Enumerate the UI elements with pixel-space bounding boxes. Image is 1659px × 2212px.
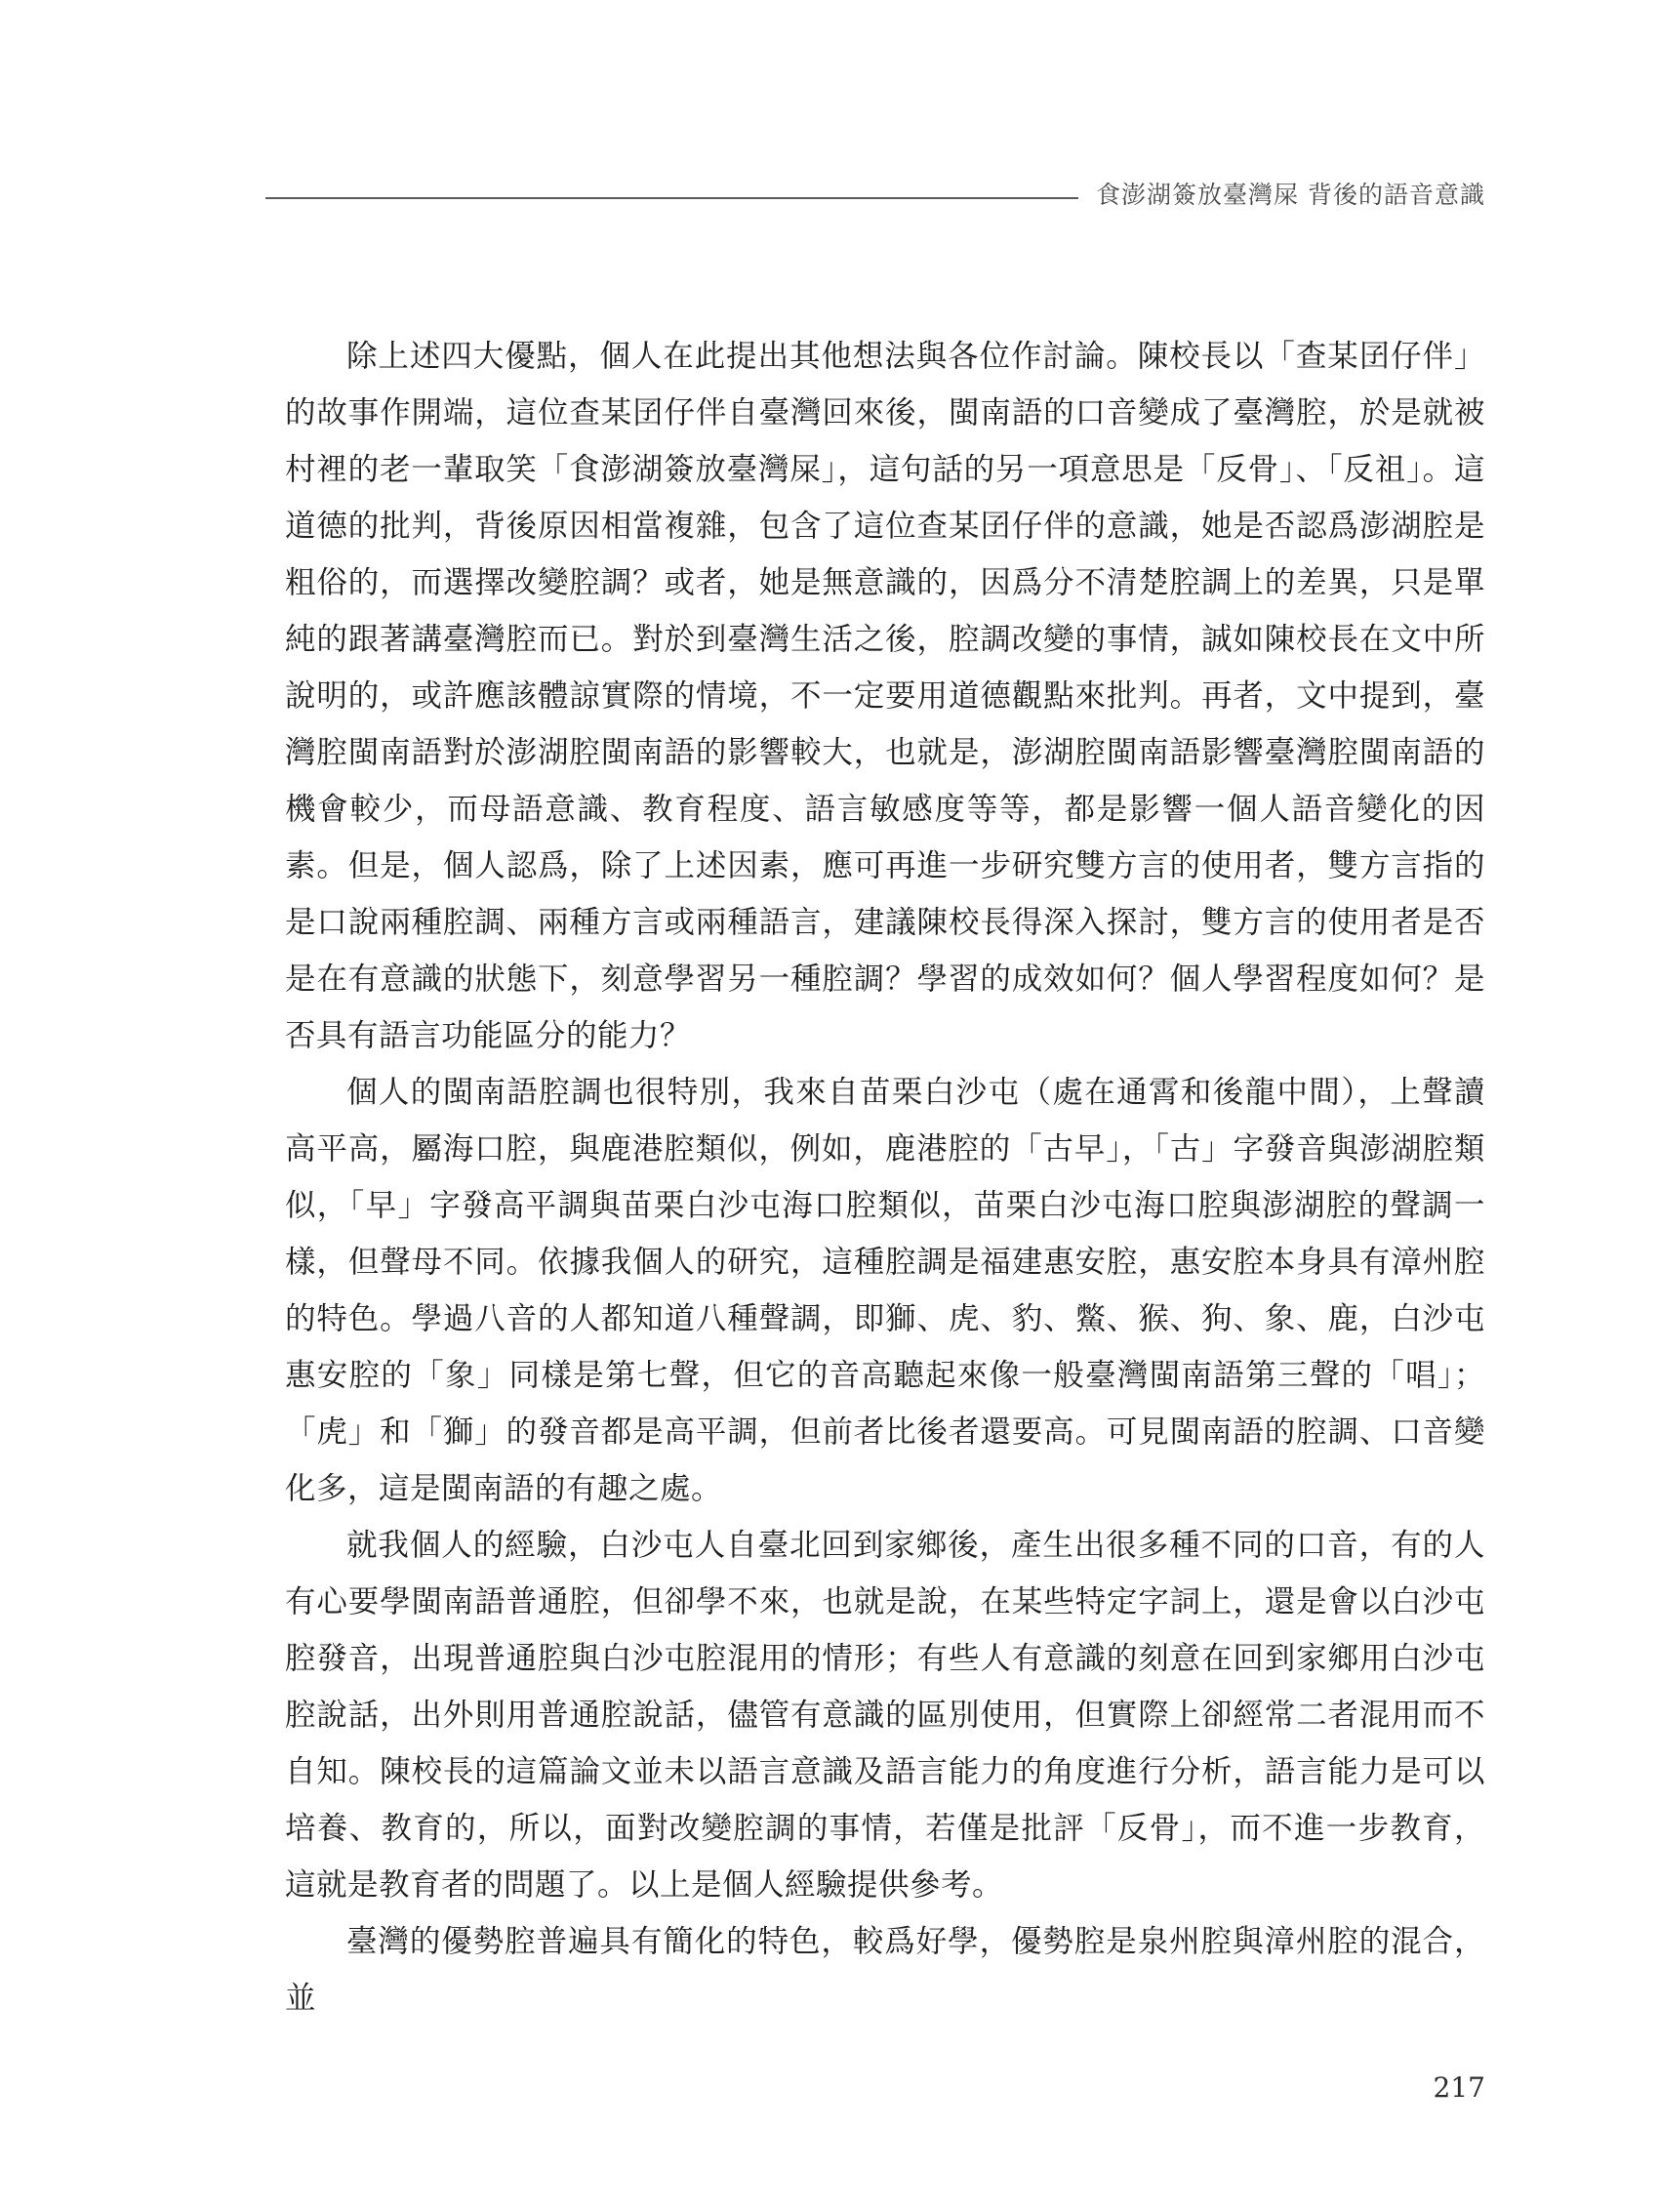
- header-rule: [265, 197, 1078, 199]
- paragraph-2: 個人的閩南語腔調也很特別，我來自苗栗白沙屯（處在通霄和後龍中間），上聲讀高平高，屬海口腔，與鹿港腔類似，例如，鹿港腔的「古早」，「古」字發音與澎湖腔類似，「早」字發高平調與苗栗白沙屯海口腔類似，苗栗白沙屯海口腔與澎湖腔的聲調一樣，但聲母不同。依據我個人的研究，這種腔調是福建惠安腔，惠安腔本身具有漳州腔的特色。學過八音的人都知道八種聲調，即獅、虎、豹、鱉、猴、狗、象、鹿，白沙屯惠安腔的「象」同樣是第七聲，但它的音高聽起來像一般臺灣閩南語第三聲的「唱」；「虎」和「獅」的發音都是高平調，但前者比後者還要高。可見閩南語的腔調、口音變化多，這是閩南語的有趣之處。: [285, 1075, 1485, 1506]
- paragraph-1: 除上述四大優點，個人在此提出其他想法與各位作討論。陳校長以「查某囝仔伴」的故事作開端，這位查某囝仔伴自臺灣回來後，閩南語的口音變成了臺灣腔，於是就被村裡的老一輩取笑「食澎湖簽放臺灣屎」，這句話的另一項意思是「反骨」、「反祖」。這道德的批判，背後原因相當複雜，包含了這位查某囝仔伴的意識，她是否認爲澎湖腔是粗俗的，而選擇改變腔調？或者，她是無意識的，因爲分不清楚腔調上的差異，只是單純的跟著講臺灣腔而已。對於到臺灣生活之後，腔調改變的事情，誠如陳校長在文中所說明的，或許應該體諒實際的情境，不一定要用道德觀點來批判。再者，文中提到，臺灣腔閩南語對於澎湖腔閩南語的影響較大，也就是，澎湖腔閩南語影響臺灣腔閩南語的機會較少，而母語意識、教育程度、語言敏感度等等，都是影響一個人語音變化的因素。但是，個人認爲，除了上述因素，應可再進一步研究雙方言的使用者，雙方言指的是口說兩種腔調、兩種方言或兩種語言，建議陳校長得深入探討，雙方言的使用者是否是在有意識的狀態下，刻意學習另一種腔調？學習的成效如何？個人學習程度如何？是否具有語言功能區分的能力？: [285, 339, 1485, 1053]
- body-text: [285, 328, 1485, 2027]
- paragraph-3: 就我個人的經驗，白沙屯人自臺北回到家鄉後，產生出很多種不同的口音，有的人有心要學閩南語普通腔，但卻學不來，也就是說，在某些特定字詞上，還是會以白沙屯腔發音，出現普通腔與白沙屯腔混用的情形；有些人有意識的刻意在回到家鄉用白沙屯腔說話，出外則用普通腔說話，儘管有意識的區別使用，但實際上卻經常二者混用而不自知。陳校長的這篇論文並未以語言意識及語言能力的角度進行分析，語言能力是可以培養、教育的，所以，面對改變腔調的事情，若僅是批評「反骨」，而不進一步教育，這就是教育者的問題了。以上是個人經驗提供參考。: [285, 1528, 1485, 1903]
- paragraph-4: 臺灣的優勢腔普遍具有簡化的特色，較爲好學，優勢腔是泉州腔與漳州腔的混合，並: [285, 1924, 1485, 2016]
- running-header: [265, 168, 1485, 207]
- running-title: 食澎湖簽放臺灣屎 背後的語音意識: [1096, 181, 1485, 209]
- page-number: 217: [1433, 2071, 1485, 2104]
